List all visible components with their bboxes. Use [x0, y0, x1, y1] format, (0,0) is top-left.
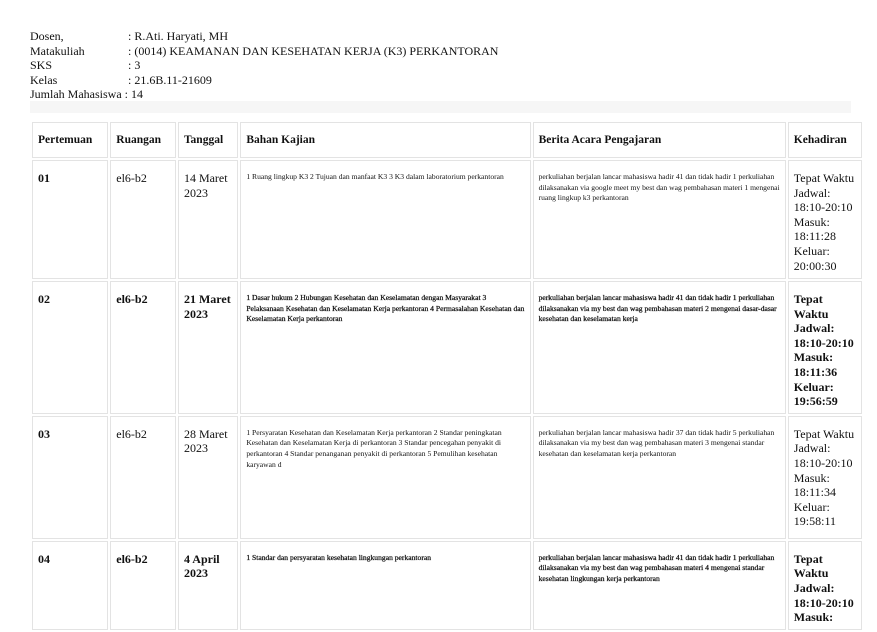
header-pertemuan: Pertemuan — [32, 122, 108, 158]
table-row — [32, 281, 862, 414]
kehadiran-masuk-value: 18:11:34 — [793, 485, 837, 500]
kelas-row — [30, 73, 498, 88]
matakuliah-label: Matakuliah — [30, 43, 85, 58]
kehadiran-status: Tepat Waktu — [793, 292, 829, 321]
kehadiran-keluar-value: 20:00:30 — [793, 258, 837, 273]
kehadiran-masuk-value: 18:11:28 — [793, 229, 837, 244]
cell-kehadiran — [788, 281, 862, 414]
cell-bahan-kajian: 1 Ruang lingkup K3 2 Tujuan dan manfaat K3 3 K3 dalam laboratorium perkantoran — [240, 160, 530, 279]
course-header — [30, 29, 498, 102]
cell-berita-acara: perkuliahan berjalan lancar mahasiswa hadir 37 dan tidak hadir 5 perkuliahan dilaksanakan via my best dan wag pembahasan materi 3 mengenai standar kesehatan dan keselamatan kerja perkantoran — [533, 416, 786, 539]
table-row — [32, 541, 862, 630]
kehadiran-jadwal-value: 18:10-20:10 — [793, 335, 854, 350]
kehadiran-jadwal-value: 18:10-20:10 — [793, 455, 853, 470]
cell-ruangan: el6-b2 — [110, 160, 176, 279]
cell-ruangan: el6-b2 — [110, 541, 176, 630]
kehadiran-jadwal-label: Jadwal: — [793, 580, 835, 595]
kehadiran-masuk-label: Masuk: — [793, 470, 830, 485]
kehadiran-jadwal-label: Jadwal: — [793, 441, 831, 456]
cell-bahan-kajian: 1 Persyaratan Kesehatan dan Keselamatan Kerja perkantoran 2 Standar peningkatan Kesehatan dan Keselamatan Kerja di perkantoran 3 Standar pencegahan penyakit di perkantoran 4 Standar penanganan penyakit di perkantoran 5 Pemulihan kesehatan karyawan d — [240, 416, 530, 539]
cell-pertemuan: 02 — [32, 281, 108, 414]
kehadiran-keluar-label: Keluar: — [793, 243, 830, 258]
cell-tanggal: 4 April 2023 — [178, 541, 238, 630]
kehadiran-keluar-value: 19:58:11 — [793, 514, 837, 529]
jumlah-row — [30, 87, 498, 102]
cell-bahan-kajian: 1 Dasar hukum 2 Hubungan Kesehatan dan Keselamatan dengan Masyarakat 3 Pelaksanaan Kesehatan dan Keselamatan Kerja perkantoran 4 Permasalahan Kesehatan dan Keselamatan Kerja perkantoran — [240, 281, 530, 414]
table-header-row — [32, 122, 862, 158]
jumlah-value: : 14 — [124, 87, 143, 102]
kehadiran-keluar-value: 19:56:59 — [793, 394, 838, 409]
cell-tanggal: 14 Maret 2023 — [178, 160, 238, 279]
cell-tanggal: 21 Maret 2023 — [178, 281, 238, 414]
sks-row — [30, 58, 498, 73]
kehadiran-keluar-label: Keluar: — [793, 379, 834, 394]
cell-kehadiran — [788, 160, 862, 279]
cell-tanggal: 28 Maret 2023 — [178, 416, 238, 539]
kehadiran-status: Tepat Waktu — [793, 551, 829, 581]
kehadiran-status: Tepat Waktu — [793, 426, 855, 441]
dosen-value: : R.Ati. Haryati, MH — [128, 29, 228, 43]
cell-pertemuan: 01 — [32, 160, 108, 279]
kehadiran-keluar-label: Keluar: — [793, 499, 830, 514]
header-berita-acara: Berita Acara Pengajaran — [533, 122, 786, 158]
cell-bahan-kajian: 1 Standar dan persyaratan kesehatan lingkungan perkantoran — [240, 541, 530, 630]
table-row — [32, 160, 862, 279]
attendance-table — [30, 120, 864, 632]
cell-berita-acara: perkuliahan berjalan lancar mahasiswa hadir 41 dan tidak hadir 1 perkuliahan dilaksanakan via my best dan wag pembahasan materi 4 mengenai standar kesehatan lingkungan kerja perkantoran — [533, 541, 786, 630]
dosen-row — [30, 29, 498, 44]
kehadiran-masuk-label: Masuk: — [793, 610, 834, 625]
kehadiran-jadwal-label: Jadwal: — [793, 321, 835, 336]
dosen-label: Dosen, — [30, 29, 64, 43]
cell-pertemuan: 03 — [32, 416, 108, 539]
kehadiran-jadwal-label: Jadwal: — [793, 185, 831, 200]
cell-berita-acara: perkuliahan berjalan lancar mahasiswa hadir 41 dan tidak hadir 1 perkuliahan dilaksanakan via google meet my best dan wag pembahasan materi 1 mengenai ruang lingkup k3 perkantoran — [533, 160, 786, 279]
kelas-label: Kelas — [30, 72, 58, 87]
cell-berita-acara: perkuliahan berjalan lancar mahasiswa hadir 41 dan tidak hadir 1 perkuliahan dilaksanakan via my best dan wag pembahasan materi 2 mengenai dasar-dasar kesehatan dan keselamatan kerja — [533, 281, 786, 414]
cell-kehadiran — [788, 416, 862, 539]
header-tanggal: Tanggal — [178, 122, 238, 158]
kehadiran-masuk-label: Masuk: — [793, 350, 834, 365]
jumlah-label: Jumlah Mahasiswa — [30, 87, 122, 102]
sks-label: SKS — [30, 58, 53, 73]
matakuliah-row — [30, 44, 498, 59]
header-kehadiran: Kehadiran — [788, 122, 862, 158]
cell-ruangan: el6-b2 — [110, 416, 176, 539]
header-divider-band — [30, 101, 851, 113]
cell-ruangan: el6-b2 — [110, 281, 176, 414]
matakuliah-value: : (0014) KEAMANAN DAN KESEHATAN KERJA (K3) PERKANTORAN — [128, 43, 499, 58]
kehadiran-jadwal-value: 18:10-20:10 — [793, 595, 854, 610]
table-row — [32, 416, 862, 539]
header-bahan-kajian: Bahan Kajian — [240, 122, 530, 158]
cell-pertemuan: 04 — [32, 541, 108, 630]
cell-kehadiran — [788, 541, 862, 630]
kehadiran-masuk-label: Masuk: — [793, 214, 830, 229]
sks-value: : 3 — [128, 58, 141, 73]
kehadiran-status: Tepat Waktu — [793, 171, 855, 185]
kelas-value: : 21.6B.11-21609 — [128, 72, 212, 87]
header-ruangan: Ruangan — [110, 122, 176, 158]
kehadiran-masuk-value: 18:11:36 — [793, 364, 838, 379]
kehadiran-jadwal-value: 18:10-20:10 — [793, 200, 853, 215]
